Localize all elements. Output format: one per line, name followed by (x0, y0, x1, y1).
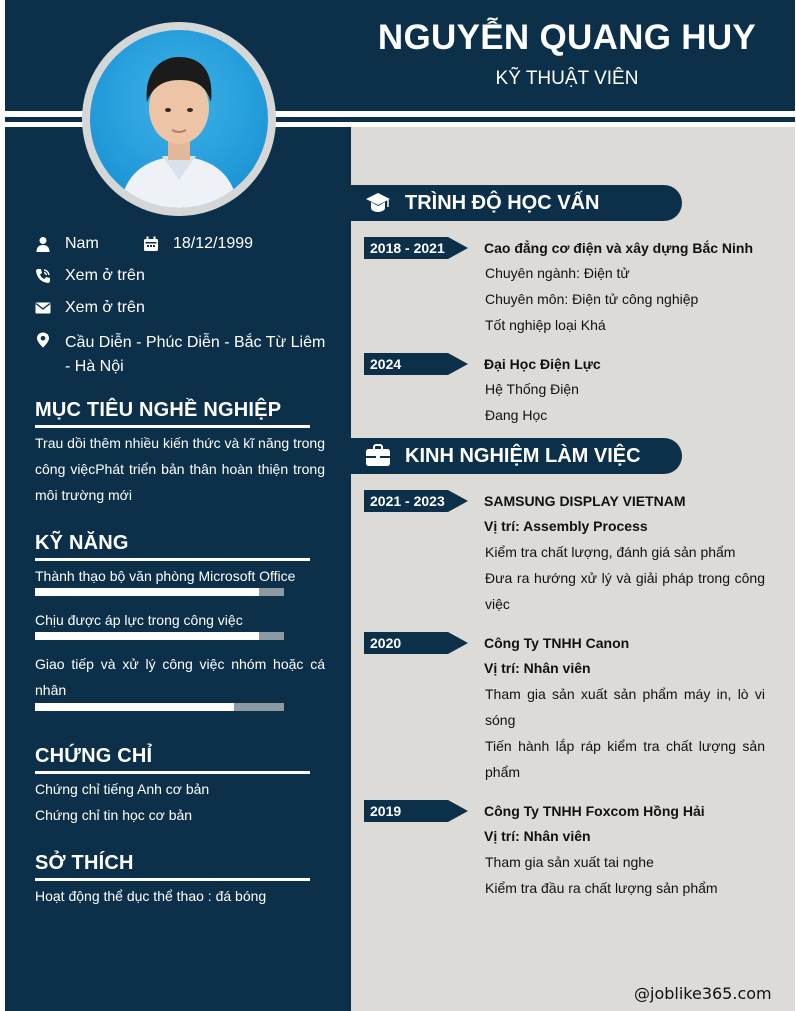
entry-detail: Đưa ra hướng xử lý và giải pháp trong công việc (485, 570, 765, 612)
education-heading: TRÌNH ĐỘ HỌC VẤN (405, 192, 600, 214)
email-icon (35, 300, 51, 316)
objective-text: Trau dồi thêm nhiều kiến thức và kĩ năng trong công việcPhát triển bản thân hoàn thiện trong môi trường mới (35, 435, 325, 503)
entry-detail: Kiểm tra đầu ra chất lượng sản phẩm (485, 880, 718, 896)
position: Vị trí: Nhân viên (484, 828, 591, 844)
year-arrow (448, 800, 468, 822)
year-label: 2021 - 2023 (364, 490, 448, 512)
year-badge (364, 800, 469, 822)
skill-label: Giao tiếp và xử lý công việc nhóm hoặc cá nhân (35, 656, 325, 698)
year-arrow (448, 353, 468, 375)
objective-rule (35, 425, 310, 428)
entry-detail: Tham gia sản xuất sản phẩm máy in, lò vi sóng (485, 686, 765, 728)
phone-icon (35, 268, 51, 284)
entry-detail: Tốt nghiệp loại Khá (485, 317, 606, 333)
entry-detail: Kiểm tra chất lượng, đánh giá sản phẩm (485, 544, 736, 560)
experience-section-header (351, 438, 682, 474)
year-arrow (448, 632, 468, 654)
year-arrow (448, 237, 468, 259)
certificate-item: Chứng chỉ tiếng Anh cơ bản (35, 781, 210, 797)
entry-detail: Tiến hành lắp ráp kiểm tra chất lượng sản phẩm (485, 738, 765, 780)
entry-detail: Chuyên môn: Điện tử công nghiệp (485, 291, 699, 307)
skill-label: Chịu được áp lực trong công việc (35, 612, 243, 628)
skill-bar-fill (35, 703, 234, 711)
birthday-value: 18/12/1999 (173, 235, 254, 252)
year-label: 2024 (364, 353, 448, 375)
email-value: Xem ở trên (65, 299, 145, 316)
calendar-icon (143, 236, 159, 252)
skill-bar (35, 703, 284, 711)
gender-value: Nam (65, 235, 99, 252)
year-badge (364, 353, 469, 375)
skill-bar (35, 588, 284, 596)
skill-bar (35, 632, 284, 640)
year-badge (364, 237, 469, 259)
year-label: 2019 (364, 800, 448, 822)
certificates-heading: CHỨNG CHỈ (35, 745, 153, 767)
certificate-item: Chứng chỉ tin học cơ bản (35, 807, 193, 823)
experience-heading: KINH NGHIỆM LÀM VIỆC (405, 445, 641, 467)
entry-detail: Đang Học (485, 407, 548, 423)
user-icon (35, 236, 51, 252)
skill-bar-fill (35, 588, 259, 596)
position: Vị trí: Assembly Process (484, 518, 648, 534)
certificates-rule (35, 771, 310, 774)
entry-detail: Chuyên ngành: Điện tử (485, 265, 630, 281)
entry-detail: Tham gia sản xuất tai nghe (485, 854, 654, 870)
education-section-header (351, 185, 682, 221)
company-name: Công Ty TNHH Foxcom Hồng Hải (484, 803, 705, 819)
location-icon (35, 332, 51, 348)
hobbies-text: Hoạt động thể dục thể thao : đá bóng (35, 888, 267, 904)
hobbies-rule (35, 878, 310, 881)
school-name: Cao đẳng cơ điện và xây dựng Bắc Ninh (484, 240, 754, 256)
avatar (90, 30, 268, 208)
year-label: 2018 - 2021 (364, 237, 448, 259)
hobbies-heading: SỞ THÍCH (35, 852, 134, 874)
school-name: Đại Học Điện Lực (484, 356, 601, 372)
company-name: Công Ty TNHH Canon (484, 635, 630, 651)
watermark: @joblike365.com (634, 984, 772, 1003)
year-label: 2020 (364, 632, 448, 654)
skills-heading: KỸ NĂNG (35, 532, 129, 554)
skills-rule (35, 558, 310, 561)
resume-page (5, 0, 795, 1011)
entry-detail: Hệ Thống Điện (485, 381, 579, 397)
briefcase-icon (365, 443, 391, 469)
position: Vị trí: Nhân viên (484, 660, 591, 676)
company-name: SAMSUNG DISPLAY VIETNAM (484, 493, 686, 509)
year-badge (364, 632, 469, 654)
skill-bar-fill (35, 632, 259, 640)
year-arrow (448, 490, 468, 512)
objective-heading: MỤC TIÊU NGHỀ NGHIỆP (35, 399, 282, 421)
year-badge (364, 490, 469, 512)
address-value: Cầu Diễn - Phúc Diễn - Bắc Từ Liêm - Hà Nội (65, 334, 326, 375)
job-title: KỸ THUẬT VIÊN (495, 68, 639, 89)
phone-value: Xem ở trên (65, 267, 145, 284)
candidate-name: NGUYỄN QUANG HUY (377, 18, 757, 57)
skill-label: Thành thạo bộ văn phòng Microsoft Office (35, 568, 296, 584)
graduation-cap-icon (365, 190, 391, 216)
